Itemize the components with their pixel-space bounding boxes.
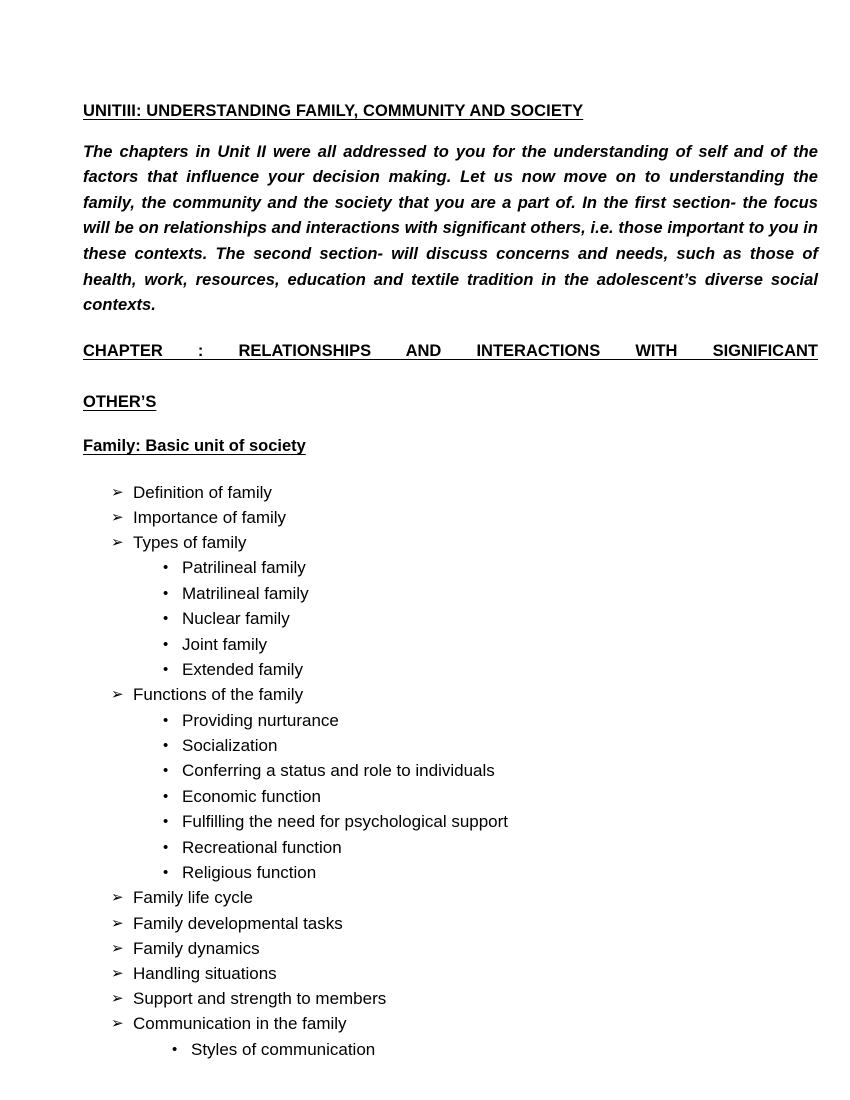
outline-sublist xyxy=(133,555,818,682)
page-content xyxy=(83,101,818,1062)
outline-item-level2 xyxy=(133,606,818,631)
outline-item-level1 xyxy=(83,936,818,961)
dot-bullet-icon: • xyxy=(163,660,169,678)
arrow-bullet-icon: ➢ xyxy=(111,914,124,932)
outline-item-level1 xyxy=(83,986,818,1011)
outline-item-level2 xyxy=(133,860,818,885)
section-heading-text: Family: Basic unit of society xyxy=(83,437,306,456)
arrow-bullet-icon: ➢ xyxy=(111,889,124,907)
outline-item-level2 xyxy=(133,555,818,580)
section-heading xyxy=(83,436,818,457)
outline-item-level2 xyxy=(133,733,818,758)
dot-bullet-icon: • xyxy=(172,1040,178,1058)
outline-subitem-label: Matrilineal family xyxy=(182,583,309,603)
outline-item-level2 xyxy=(133,581,818,606)
arrow-bullet-icon: ➢ xyxy=(111,965,124,983)
outline-item-label: Functions of the family xyxy=(133,685,304,705)
outline-item-level2 xyxy=(133,784,818,809)
dot-bullet-icon: • xyxy=(163,813,169,831)
outline-subitem-label: Styles of communication xyxy=(191,1039,376,1059)
outline-item-level1 xyxy=(83,911,818,936)
arrow-bullet-icon: ➢ xyxy=(111,686,124,704)
outline-item-label: Handling situations xyxy=(133,964,277,984)
unit-heading xyxy=(83,101,818,122)
outline-item-level1 xyxy=(83,682,818,885)
dot-bullet-icon: • xyxy=(163,711,169,729)
dot-bullet-icon: • xyxy=(163,864,169,881)
arrow-bullet-icon: ➢ xyxy=(111,508,124,526)
outline-item-level1 xyxy=(83,1011,818,1062)
dot-bullet-icon: • xyxy=(163,610,169,628)
outline-item-label: Support and strength to members xyxy=(133,989,387,1009)
outline-sublist xyxy=(133,1037,818,1062)
outline-item-level2 xyxy=(133,1037,818,1062)
outline-subitem-label: Recreational function xyxy=(182,837,342,857)
arrow-bullet-icon: ➢ xyxy=(111,534,124,552)
outline-item-label: Types of family xyxy=(133,533,247,553)
dot-bullet-icon: • xyxy=(163,584,169,602)
outline-item-label: Importance of family xyxy=(133,507,287,527)
outline-item-level1 xyxy=(83,505,818,530)
dot-bullet-icon: • xyxy=(163,736,169,754)
chapter-heading xyxy=(83,339,818,416)
outline-item-level1 xyxy=(83,480,818,505)
unit-heading-text: UNITIII: UNDERSTANDING FAMILY, COMMUNITY AND SOCIETY xyxy=(83,102,584,120)
outline-subitem-label: Fulfilling the need for psychological support xyxy=(182,812,509,832)
outline-item-level2 xyxy=(133,835,818,860)
outline-item-level1 xyxy=(83,885,818,910)
outline-subitem-label: Joint family xyxy=(182,634,268,654)
outline-subitem-label: Economic function xyxy=(182,786,321,806)
outline-subitem-label: Extended family xyxy=(182,659,303,679)
chapter-heading-line-1: CHAPTER : RELATIONSHIPS AND INTERACTIONS WITH SIGNIFICANT xyxy=(83,341,818,360)
outline-item-level2 xyxy=(133,657,818,682)
outline-item-level2 xyxy=(133,632,818,657)
outline-list xyxy=(83,480,818,1062)
outline-subitem-label: Nuclear family xyxy=(182,609,290,629)
intro-paragraph: The chapters in Unit II were all addressed to you for the understanding of self and of the factors that influence your decision making. Let us now move on to understanding the family, the community and the society that you are a part of. In the first section- the focus will be on relationships and interactions with significant others, i.e. those important to you in these contexts. The second section- will discuss concerns and needs, such as those of health, work, resources, education and textile tradition in the adolescent’s diverse social contexts. xyxy=(83,142,818,315)
outline-item-label: Definition of family xyxy=(133,482,272,502)
outline-item-label: Family developmental tasks xyxy=(133,913,343,933)
dot-bullet-icon: • xyxy=(163,787,169,805)
arrow-bullet-icon: ➢ xyxy=(111,483,124,501)
chapter-heading-line-2: OTHER’S xyxy=(83,392,157,411)
outline-item-label: Family dynamics xyxy=(133,938,260,958)
dot-bullet-icon: • xyxy=(163,559,169,577)
dot-bullet-icon: • xyxy=(163,635,169,653)
outline-item-level1 xyxy=(83,530,818,682)
outline-subitem-label: Socialization xyxy=(182,735,278,755)
outline-subitem-label: Religious function xyxy=(182,863,317,882)
outline-subitem-label: Providing nurturance xyxy=(182,710,339,730)
outline-sublist xyxy=(133,708,818,886)
arrow-bullet-icon: ➢ xyxy=(111,1015,124,1033)
outline-item-label: Family life cycle xyxy=(133,888,253,908)
outline-subitem-label: Conferring a status and role to individuals xyxy=(182,761,495,781)
outline-item-level2 xyxy=(133,809,818,834)
arrow-bullet-icon: ➢ xyxy=(111,939,124,957)
dot-bullet-icon: • xyxy=(163,838,169,856)
outline-subitem-label: Patrilineal family xyxy=(182,558,306,578)
outline-item-level1 xyxy=(83,961,818,986)
arrow-bullet-icon: ➢ xyxy=(111,990,124,1008)
dot-bullet-icon: • xyxy=(163,762,169,780)
outline-item-label: Communication in the family xyxy=(133,1014,347,1034)
outline-item-level2 xyxy=(133,708,818,733)
outline-item-level2 xyxy=(133,758,818,783)
